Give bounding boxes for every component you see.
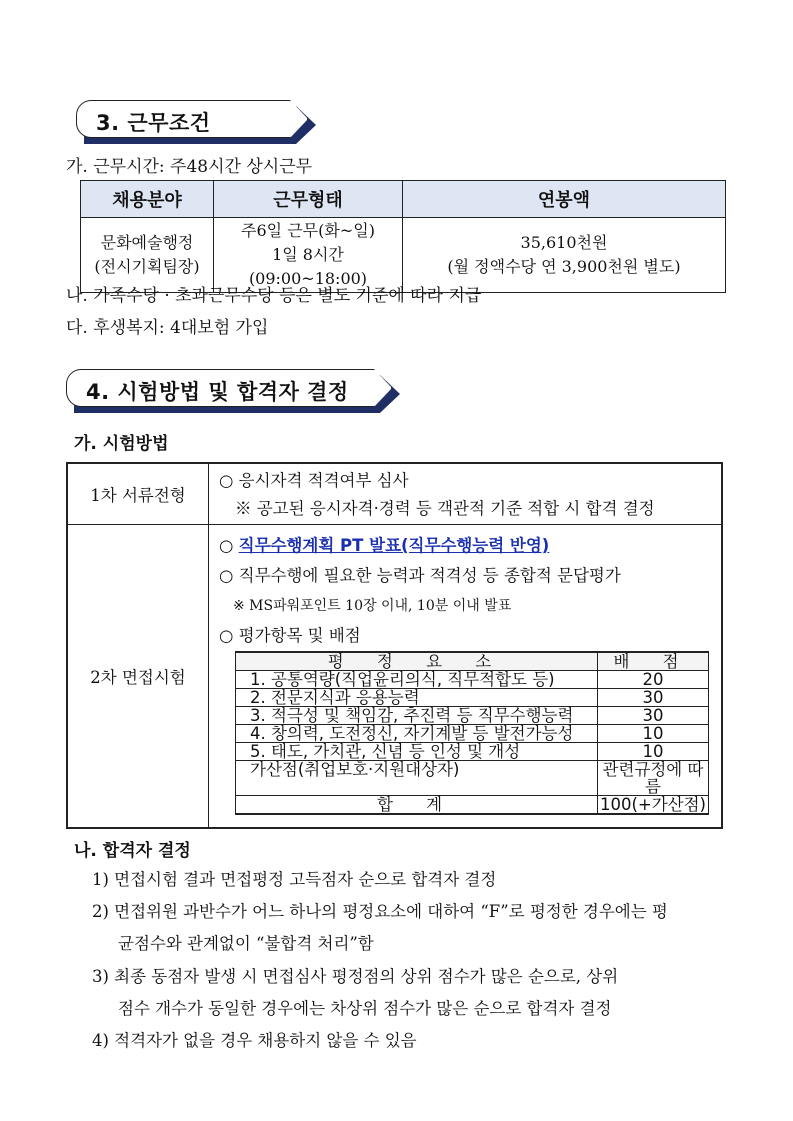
decision-2-cont: 균점수와 관계없이 “불합격 처리”함 <box>118 934 374 953</box>
section-3-title <box>76 100 308 138</box>
section-4-title <box>66 369 392 407</box>
score-item: 가산점(취업보호·지원대상자) <box>236 761 598 796</box>
score-total-row <box>236 796 709 815</box>
decision-heading: 나. 합격자 결정 <box>74 841 191 861</box>
header-field: 채용분야 <box>81 181 214 218</box>
score-table <box>235 651 709 815</box>
form-line-1: 주6일 근무(화~일) <box>241 221 375 240</box>
work-conditions-table <box>80 180 726 293</box>
stage1-line1: ○ 응시자격 적격여부 심사 <box>219 471 409 490</box>
method-heading: 가. 시험방법 <box>74 434 169 454</box>
field-line-1: 문화예술행정 <box>100 233 194 252</box>
score-row <box>236 689 709 707</box>
score-value: 10 <box>598 725 709 743</box>
work-hours: 가. 근무시간: 주48시간 상시근무 <box>66 157 313 177</box>
stage2-line3: ※ MS파워포인트 10장 이내, 10분 이내 발표 <box>233 598 512 614</box>
decision-1: 1) 면접시험 결과 면접평정 고득점자 순으로 합격자 결정 <box>92 870 497 889</box>
score-row <box>236 743 709 761</box>
exam-method-table <box>66 462 723 829</box>
allowance-note: 나. 가족수당 · 초과근무수당 등은 별도 기준에 따라 지급 <box>66 286 482 306</box>
header-form: 근무형태 <box>214 181 403 218</box>
field-line-2: (전시기획팀장) <box>94 257 200 276</box>
stage1-content <box>209 463 723 525</box>
welfare-note: 다. 후생복지: 4대보험 가입 <box>66 318 269 338</box>
pt-presentation-link[interactable]: 직무수행계획 PT 발표(직무수행능력 반영) <box>238 536 550 555</box>
score-item: 1. 공통역량(직업윤리의식, 직무적합도 등) <box>236 671 598 689</box>
stage1-label: 1차 서류전형 <box>67 463 209 525</box>
score-value: 10 <box>598 743 709 761</box>
score-header-score: 배 점 <box>598 652 709 671</box>
salary-line-1: 35,610천원 <box>520 233 608 252</box>
score-value: 30 <box>598 707 709 725</box>
header-salary: 연봉액 <box>403 181 726 218</box>
score-row <box>236 707 709 725</box>
form-line-2: 1일 8시간(09:00~18:00) <box>248 245 368 288</box>
score-total-label: 합 계 <box>236 796 598 815</box>
score-header-item: 평 정 요 소 <box>236 652 598 671</box>
score-value: 관련규정에 따름 <box>598 761 709 796</box>
score-item: 2. 전문지식과 응용능력 <box>236 689 598 707</box>
stage2-line2: ○ 직무수행에 필요한 능력과 적격성 등 종합적 문답평가 <box>219 566 621 585</box>
decision-2: 2) 면접위원 과반수가 어느 하나의 평정요소에 대하여 “F”로 평정한 경우에는 평 <box>92 902 668 921</box>
score-value: 20 <box>598 671 709 689</box>
score-total-value: 100(+가산점) <box>598 796 709 815</box>
section-3-title-text: 3. 근무조건 <box>96 111 211 135</box>
score-row <box>236 671 709 689</box>
score-row <box>236 761 709 796</box>
stage2-content <box>209 525 723 829</box>
stage2-bullet: ○ <box>219 536 239 555</box>
stage1-line2: ※ 공고된 응시자격·경력 등 객관적 기준 적합 시 합격 결정 <box>235 499 655 518</box>
score-item: 5. 태도, 가치관, 신념 등 인성 및 개성 <box>236 743 598 761</box>
score-value: 30 <box>598 689 709 707</box>
score-item: 3. 적극성 및 책임감, 추진력 등 직무수행능력 <box>236 707 598 725</box>
decision-3: 3) 최종 동점자 발생 시 면접심사 평정점의 상위 점수가 많은 순으로, 상위 <box>92 967 619 986</box>
section-4-title-text: 4. 시험방법 및 합격자 결정 <box>86 380 349 404</box>
salary-line-2: (월 정액수당 연 3,900천원 별도) <box>447 257 681 276</box>
stage2-line4: ○ 평가항목 및 배점 <box>219 626 361 645</box>
stage2-line1 <box>219 531 721 561</box>
score-row <box>236 725 709 743</box>
decision-3-cont: 점수 개수가 동일한 경우에는 차상위 점수가 많은 순으로 합격자 결정 <box>118 999 612 1018</box>
decision-4: 4) 적격자가 없을 경우 채용하지 않을 수 있음 <box>92 1031 417 1050</box>
score-item: 4. 창의력, 도전정신, 자기계발 등 발전가능성 <box>236 725 598 743</box>
stage2-label: 2차 면접시험 <box>67 525 209 829</box>
